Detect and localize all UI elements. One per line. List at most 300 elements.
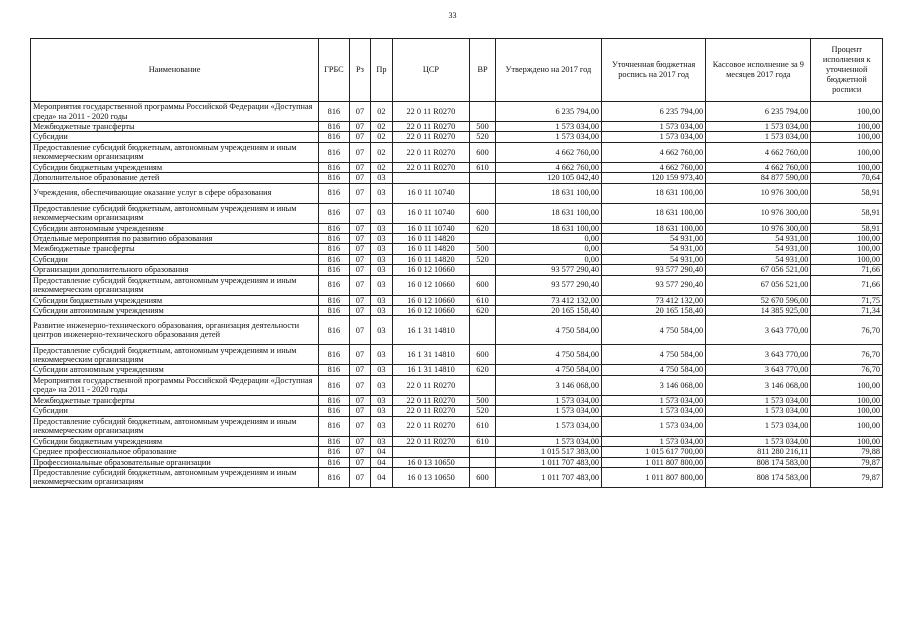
row-grbs: 816 <box>319 122 350 132</box>
row-cash: 10 976 300,00 <box>706 183 811 203</box>
table-row <box>31 122 883 132</box>
row-approved: 18 631 100,00 <box>495 203 601 223</box>
table-row <box>31 467 883 487</box>
table-row <box>31 234 883 244</box>
row-approved: 1 573 034,00 <box>495 406 601 416</box>
row-pr: 03 <box>371 265 392 275</box>
row-percent: 100,00 <box>811 162 883 172</box>
row-refined: 1 573 034,00 <box>602 406 706 416</box>
row-pr: 03 <box>371 406 392 416</box>
row-name: Предоставление субсидий бюджетным, автономным учреждениям и иным некоммерческим организациям <box>31 416 319 436</box>
row-pr: 03 <box>371 223 392 233</box>
row-name: Отдельные мероприятия по развитию образования <box>31 234 319 244</box>
row-csr: 16 0 12 10660 <box>392 295 470 305</box>
row-refined: 6 235 794,00 <box>602 102 706 122</box>
row-name: Субсидии бюджетным учреждениям <box>31 295 319 305</box>
row-approved: 3 146 068,00 <box>495 375 601 395</box>
row-approved: 73 412 132,00 <box>495 295 601 305</box>
table-row <box>31 142 883 162</box>
row-cash: 808 174 583,00 <box>706 467 811 487</box>
row-refined: 3 146 068,00 <box>602 375 706 395</box>
row-cash: 4 662 760,00 <box>706 162 811 172</box>
row-csr: 16 0 13 10650 <box>392 457 470 467</box>
row-grbs: 816 <box>319 375 350 395</box>
table-row <box>31 132 883 142</box>
row-rz: 07 <box>349 345 370 365</box>
row-pr: 03 <box>371 306 392 316</box>
table-row <box>31 102 883 122</box>
row-percent: 58,91 <box>811 203 883 223</box>
row-cash: 10 976 300,00 <box>706 203 811 223</box>
row-cash: 4 662 760,00 <box>706 142 811 162</box>
row-approved: 1 573 034,00 <box>495 436 601 446</box>
row-grbs: 816 <box>319 173 350 183</box>
row-refined: 20 165 158,40 <box>602 306 706 316</box>
row-name: Профессиональные образовательные организации <box>31 457 319 467</box>
row-pr: 02 <box>371 162 392 172</box>
row-name: Мероприятия государственной программы Российской Федерации «Доступная среда» на 2011 - 2020 годы <box>31 102 319 122</box>
header-cash: Кассовое исполнение за 9 месяцев 2017 года <box>706 39 811 102</box>
row-grbs: 816 <box>319 265 350 275</box>
row-name: Предоставление субсидий бюджетным, автономным учреждениям и иным некоммерческим организациям <box>31 345 319 365</box>
header-name: Наименование <box>31 39 319 102</box>
row-csr: 22 0 11 R0270 <box>392 122 470 132</box>
row-grbs: 816 <box>319 234 350 244</box>
row-rz: 07 <box>349 223 370 233</box>
row-percent: 100,00 <box>811 102 883 122</box>
row-cash: 1 573 034,00 <box>706 122 811 132</box>
row-grbs: 816 <box>319 203 350 223</box>
row-refined: 93 577 290,40 <box>602 275 706 295</box>
row-approved: 1 011 707 483,00 <box>495 467 601 487</box>
row-percent: 100,00 <box>811 132 883 142</box>
table-row <box>31 416 883 436</box>
row-pr: 03 <box>371 316 392 345</box>
row-name: Межбюджетные трансферты <box>31 244 319 254</box>
row-percent: 100,00 <box>811 244 883 254</box>
row-refined: 1 011 807 800,00 <box>602 457 706 467</box>
header-percent: Процент исполнения к уточненной бюджетной росписи <box>811 39 883 102</box>
row-rz: 07 <box>349 375 370 395</box>
row-cash: 84 877 590,00 <box>706 173 811 183</box>
table-row <box>31 173 883 183</box>
row-vr <box>470 102 496 122</box>
table-row <box>31 436 883 446</box>
table-row <box>31 395 883 405</box>
row-pr: 02 <box>371 102 392 122</box>
row-vr: 600 <box>470 203 496 223</box>
row-cash: 3 643 770,00 <box>706 316 811 345</box>
row-csr: 16 1 31 14810 <box>392 365 470 375</box>
row-grbs: 816 <box>319 447 350 457</box>
row-rz: 07 <box>349 457 370 467</box>
row-pr: 03 <box>371 244 392 254</box>
row-cash: 811 280 216,11 <box>706 447 811 457</box>
row-vr <box>470 457 496 467</box>
row-name: Среднее профессиональное образование <box>31 447 319 457</box>
row-percent: 71,66 <box>811 275 883 295</box>
row-grbs: 816 <box>319 306 350 316</box>
row-vr <box>470 375 496 395</box>
row-name: Организации дополнительного образования <box>31 265 319 275</box>
row-percent: 70,64 <box>811 173 883 183</box>
row-approved: 120 105 042,40 <box>495 173 601 183</box>
row-refined: 54 931,00 <box>602 234 706 244</box>
row-vr: 610 <box>470 162 496 172</box>
row-cash: 1 573 034,00 <box>706 132 811 142</box>
row-csr: 16 0 11 10740 <box>392 203 470 223</box>
row-grbs: 816 <box>319 183 350 203</box>
row-csr: 16 0 11 10740 <box>392 223 470 233</box>
row-approved: 18 631 100,00 <box>495 183 601 203</box>
table-row <box>31 447 883 457</box>
row-rz: 07 <box>349 173 370 183</box>
row-approved: 1 573 034,00 <box>495 395 601 405</box>
row-rz: 07 <box>349 244 370 254</box>
row-pr: 02 <box>371 132 392 142</box>
row-rz: 07 <box>349 365 370 375</box>
row-grbs: 816 <box>319 102 350 122</box>
row-percent: 71,75 <box>811 295 883 305</box>
row-percent: 100,00 <box>811 436 883 446</box>
row-percent: 100,00 <box>811 416 883 436</box>
row-rz: 07 <box>349 265 370 275</box>
row-name: Предоставление субсидий бюджетным, автономным учреждениям и иным некоммерческим организациям <box>31 467 319 487</box>
row-vr <box>470 234 496 244</box>
row-vr: 600 <box>470 467 496 487</box>
row-name: Предоставление субсидий бюджетным, автономным учреждениям и иным некоммерческим организациям <box>31 203 319 223</box>
row-csr: 16 0 13 10650 <box>392 467 470 487</box>
row-percent: 100,00 <box>811 142 883 162</box>
row-percent: 79,87 <box>811 467 883 487</box>
row-csr: 16 0 11 14820 <box>392 234 470 244</box>
row-vr <box>470 316 496 345</box>
header-pr: Пр <box>371 39 392 102</box>
row-pr: 02 <box>371 142 392 162</box>
row-cash: 1 573 034,00 <box>706 416 811 436</box>
table-body <box>31 102 883 488</box>
row-rz: 07 <box>349 183 370 203</box>
row-refined: 4 750 584,00 <box>602 316 706 345</box>
row-vr: 600 <box>470 275 496 295</box>
row-cash: 14 385 925,00 <box>706 306 811 316</box>
row-vr: 610 <box>470 295 496 305</box>
row-name: Субсидии бюджетным учреждениям <box>31 162 319 172</box>
table-row <box>31 162 883 172</box>
row-vr: 500 <box>470 395 496 405</box>
row-refined: 1 573 034,00 <box>602 395 706 405</box>
row-pr: 03 <box>371 295 392 305</box>
row-refined: 1 573 034,00 <box>602 122 706 132</box>
row-csr <box>392 447 470 457</box>
row-approved: 18 631 100,00 <box>495 223 601 233</box>
row-approved: 4 750 584,00 <box>495 365 601 375</box>
row-csr: 16 0 12 10660 <box>392 265 470 275</box>
row-approved: 0,00 <box>495 254 601 264</box>
row-name: Субсидии автономным учреждениям <box>31 223 319 233</box>
row-cash: 808 174 583,00 <box>706 457 811 467</box>
row-cash: 1 573 034,00 <box>706 395 811 405</box>
row-rz: 07 <box>349 436 370 446</box>
row-csr: 22 0 11 R0270 <box>392 375 470 395</box>
row-rz: 07 <box>349 467 370 487</box>
row-percent: 79,88 <box>811 447 883 457</box>
table-row <box>31 406 883 416</box>
table-row <box>31 365 883 375</box>
row-cash: 3 146 068,00 <box>706 375 811 395</box>
row-pr: 04 <box>371 467 392 487</box>
row-grbs: 816 <box>319 162 350 172</box>
row-refined: 1 573 034,00 <box>602 132 706 142</box>
row-csr: 22 0 11 R0270 <box>392 416 470 436</box>
row-percent: 100,00 <box>811 122 883 132</box>
row-percent: 58,91 <box>811 223 883 233</box>
row-csr: 16 1 31 14810 <box>392 316 470 345</box>
row-refined: 18 631 100,00 <box>602 223 706 233</box>
budget-table <box>30 38 883 488</box>
row-csr: 22 0 11 R0270 <box>392 132 470 142</box>
row-refined: 1 573 034,00 <box>602 416 706 436</box>
row-rz: 07 <box>349 102 370 122</box>
row-approved: 0,00 <box>495 244 601 254</box>
row-cash: 10 976 300,00 <box>706 223 811 233</box>
row-name: Предоставление субсидий бюджетным, автономным учреждениям и иным некоммерческим организациям <box>31 142 319 162</box>
row-rz: 07 <box>349 395 370 405</box>
row-cash: 6 235 794,00 <box>706 102 811 122</box>
row-csr: 22 0 11 R0270 <box>392 162 470 172</box>
row-percent: 79,87 <box>811 457 883 467</box>
table-row <box>31 295 883 305</box>
row-grbs: 816 <box>319 345 350 365</box>
table-row <box>31 203 883 223</box>
row-name: Дополнительное образование детей <box>31 173 319 183</box>
row-grbs: 816 <box>319 142 350 162</box>
row-vr: 620 <box>470 365 496 375</box>
row-name: Субсидии автономным учреждениям <box>31 306 319 316</box>
row-name: Субсидии <box>31 132 319 142</box>
row-name: Мероприятия государственной программы Российской Федерации «Доступная среда» на 2011 - 2020 годы <box>31 375 319 395</box>
row-refined: 4 662 760,00 <box>602 162 706 172</box>
row-rz: 07 <box>349 203 370 223</box>
row-approved: 4 662 760,00 <box>495 162 601 172</box>
table-row <box>31 345 883 365</box>
table-row <box>31 316 883 345</box>
row-rz: 07 <box>349 416 370 436</box>
row-percent: 100,00 <box>811 395 883 405</box>
row-refined: 4 662 760,00 <box>602 142 706 162</box>
row-pr: 03 <box>371 183 392 203</box>
row-percent: 71,66 <box>811 265 883 275</box>
row-grbs: 816 <box>319 254 350 264</box>
row-grbs: 816 <box>319 416 350 436</box>
header-rz: Рз <box>349 39 370 102</box>
row-refined: 93 577 290,40 <box>602 265 706 275</box>
row-vr: 500 <box>470 122 496 132</box>
row-refined: 4 750 584,00 <box>602 345 706 365</box>
row-grbs: 816 <box>319 436 350 446</box>
row-refined: 18 631 100,00 <box>602 183 706 203</box>
row-vr: 620 <box>470 223 496 233</box>
row-grbs: 816 <box>319 406 350 416</box>
table-row <box>31 306 883 316</box>
table-row <box>31 223 883 233</box>
row-rz: 07 <box>349 316 370 345</box>
row-name: Субсидии <box>31 406 319 416</box>
row-refined: 1 573 034,00 <box>602 436 706 446</box>
row-csr <box>392 173 470 183</box>
row-vr <box>470 265 496 275</box>
row-name: Учреждения, обеспечивающие оказание услуг в сфере образования <box>31 183 319 203</box>
row-vr <box>470 173 496 183</box>
row-vr: 610 <box>470 436 496 446</box>
row-grbs: 816 <box>319 132 350 142</box>
row-vr: 520 <box>470 254 496 264</box>
row-name: Субсидии бюджетным учреждениям <box>31 436 319 446</box>
row-vr <box>470 183 496 203</box>
table-row <box>31 375 883 395</box>
row-approved: 93 577 290,40 <box>495 275 601 295</box>
row-approved: 6 235 794,00 <box>495 102 601 122</box>
row-refined: 18 631 100,00 <box>602 203 706 223</box>
row-approved: 4 750 584,00 <box>495 316 601 345</box>
row-pr: 03 <box>371 365 392 375</box>
row-grbs: 816 <box>319 244 350 254</box>
row-rz: 07 <box>349 275 370 295</box>
row-name: Субсидии автономным учреждениям <box>31 365 319 375</box>
row-approved: 1 011 707 483,00 <box>495 457 601 467</box>
row-percent: 71,34 <box>811 306 883 316</box>
row-approved: 1 573 034,00 <box>495 122 601 132</box>
row-percent: 100,00 <box>811 406 883 416</box>
row-pr: 04 <box>371 457 392 467</box>
row-pr: 02 <box>371 122 392 132</box>
row-name: Межбюджетные трансферты <box>31 122 319 132</box>
row-cash: 67 056 521,00 <box>706 275 811 295</box>
row-refined: 73 412 132,00 <box>602 295 706 305</box>
row-refined: 54 931,00 <box>602 254 706 264</box>
row-pr: 03 <box>371 275 392 295</box>
row-rz: 07 <box>349 122 370 132</box>
row-vr: 600 <box>470 142 496 162</box>
row-cash: 3 643 770,00 <box>706 345 811 365</box>
row-pr: 03 <box>371 436 392 446</box>
row-pr: 04 <box>371 447 392 457</box>
row-rz: 07 <box>349 132 370 142</box>
row-vr: 500 <box>470 244 496 254</box>
row-name: Развитие инженерно-технического образования, организация деятельности центров инженерно-технического образования детей <box>31 316 319 345</box>
row-csr: 16 0 12 10660 <box>392 306 470 316</box>
row-cash: 1 573 034,00 <box>706 406 811 416</box>
row-pr: 03 <box>371 395 392 405</box>
table-row <box>31 275 883 295</box>
row-rz: 07 <box>349 306 370 316</box>
row-cash: 67 056 521,00 <box>706 265 811 275</box>
row-grbs: 816 <box>319 316 350 345</box>
row-cash: 52 670 596,00 <box>706 295 811 305</box>
row-refined: 54 931,00 <box>602 244 706 254</box>
row-vr: 600 <box>470 345 496 365</box>
row-vr <box>470 447 496 457</box>
table-row <box>31 265 883 275</box>
row-approved: 0,00 <box>495 234 601 244</box>
row-csr: 16 0 11 10740 <box>392 183 470 203</box>
row-percent: 100,00 <box>811 375 883 395</box>
row-refined: 1 015 617 700,00 <box>602 447 706 457</box>
row-percent: 76,70 <box>811 316 883 345</box>
row-vr: 620 <box>470 306 496 316</box>
row-percent: 58,91 <box>811 183 883 203</box>
row-name: Межбюджетные трансферты <box>31 395 319 405</box>
table-row <box>31 254 883 264</box>
row-vr: 520 <box>470 406 496 416</box>
row-percent: 76,70 <box>811 365 883 375</box>
row-grbs: 816 <box>319 467 350 487</box>
row-rz: 07 <box>349 162 370 172</box>
row-pr: 03 <box>371 203 392 223</box>
row-csr: 16 1 31 14810 <box>392 345 470 365</box>
row-refined: 120 159 973,40 <box>602 173 706 183</box>
row-grbs: 816 <box>319 223 350 233</box>
row-csr: 16 0 12 10660 <box>392 275 470 295</box>
table-row <box>31 457 883 467</box>
row-rz: 07 <box>349 254 370 264</box>
row-rz: 07 <box>349 295 370 305</box>
header-row <box>31 39 883 102</box>
row-grbs: 816 <box>319 365 350 375</box>
row-vr: 610 <box>470 416 496 436</box>
row-percent: 100,00 <box>811 254 883 264</box>
row-csr: 22 0 11 R0270 <box>392 436 470 446</box>
row-csr: 22 0 11 R0270 <box>392 406 470 416</box>
row-approved: 20 165 158,40 <box>495 306 601 316</box>
row-rz: 07 <box>349 142 370 162</box>
row-csr: 22 0 11 R0270 <box>392 142 470 162</box>
row-csr: 22 0 11 R0270 <box>392 102 470 122</box>
header-grbs: ГРБС <box>319 39 350 102</box>
row-percent: 100,00 <box>811 234 883 244</box>
row-cash: 54 931,00 <box>706 254 811 264</box>
row-approved: 1 573 034,00 <box>495 416 601 436</box>
row-grbs: 816 <box>319 395 350 405</box>
table-row <box>31 244 883 254</box>
row-pr: 03 <box>371 173 392 183</box>
row-cash: 54 931,00 <box>706 244 811 254</box>
row-percent: 76,70 <box>811 345 883 365</box>
row-csr: 22 0 11 R0270 <box>392 395 470 405</box>
row-vr: 520 <box>470 132 496 142</box>
row-pr: 03 <box>371 375 392 395</box>
row-grbs: 816 <box>319 275 350 295</box>
row-pr: 03 <box>371 234 392 244</box>
row-pr: 03 <box>371 254 392 264</box>
page-number: 33 <box>448 11 457 20</box>
header-approved: Утверждено на 2017 год <box>495 39 601 102</box>
row-approved: 1 015 517 383,00 <box>495 447 601 457</box>
header-refined: Уточненная бюджетная роспись на 2017 год <box>602 39 706 102</box>
row-csr: 16 0 11 14820 <box>392 244 470 254</box>
row-grbs: 816 <box>319 457 350 467</box>
row-rz: 07 <box>349 234 370 244</box>
row-name: Субсидии <box>31 254 319 264</box>
row-rz: 07 <box>349 406 370 416</box>
row-pr: 03 <box>371 345 392 365</box>
table-row <box>31 183 883 203</box>
row-approved: 4 662 760,00 <box>495 142 601 162</box>
row-pr: 03 <box>371 416 392 436</box>
row-refined: 1 011 807 800,00 <box>602 467 706 487</box>
row-grbs: 816 <box>319 295 350 305</box>
row-name: Предоставление субсидий бюджетным, автономным учреждениям и иным некоммерческим организациям <box>31 275 319 295</box>
